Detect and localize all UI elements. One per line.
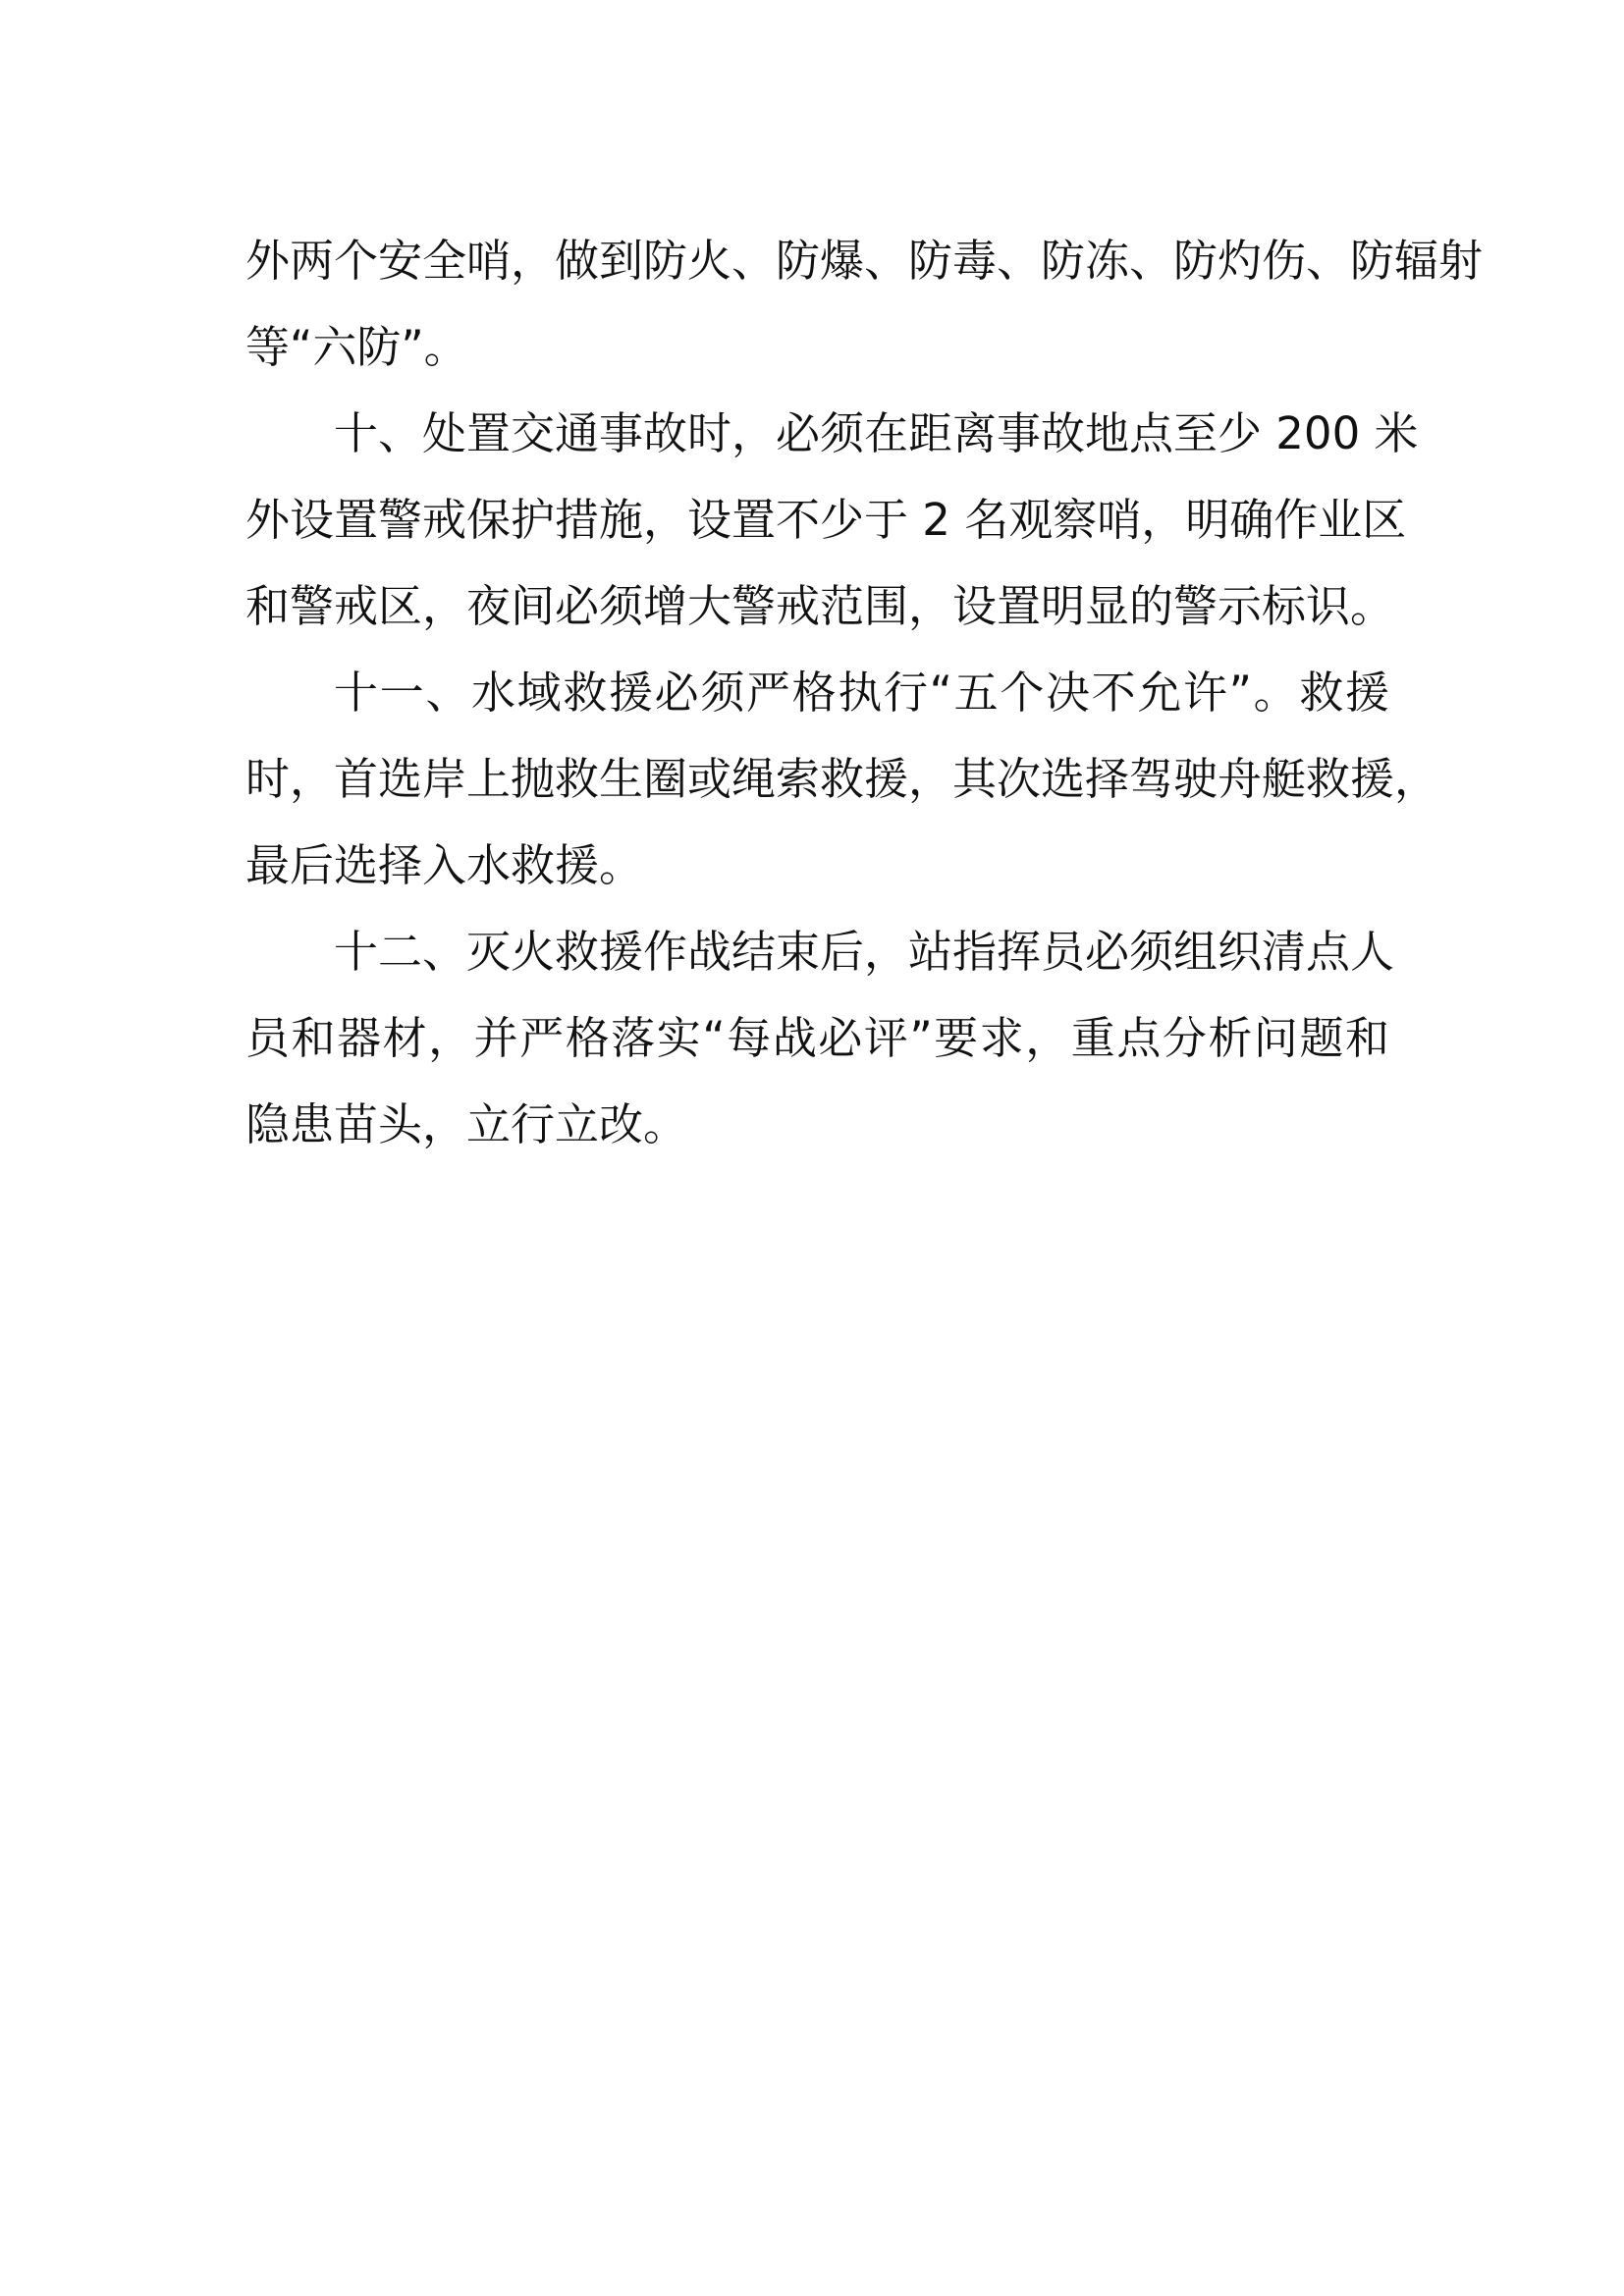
text-line: 时，首选岸上抛救生圈或绳索救援，其次选择驾驶舟艇救援， [245,753,1439,805]
paragraph-11-line: 十一、水域救援必须严格执行“五个决不允许”。救援 [334,667,1389,719]
paragraph-12-line: 十二、灭火救援作战结束后，站指挥员必须组织清点人 [334,926,1395,978]
text-line: 最后选择入水救援。 [245,839,644,891]
paragraph-10-line: 十、处置交通事故时，必须在距离事故地点至少 200 米 [334,407,1419,459]
text-line: 隐患苗头，立行立改。 [245,1098,688,1150]
text-line: 员和器材，并严格落实“每战必评”要求，重点分析问题和 [245,1012,1389,1064]
text-line: 等“六防”。 [245,321,468,373]
document-body [245,218,1484,1168]
text-line: 和警戒区，夜间必须增大警戒范围，设置明显的警示标识。 [245,580,1395,632]
text-line: 外设置警戒保护措施，设置不少于 2 名观察哨，明确作业区 [245,494,1407,546]
text-line: 外两个安全哨，做到防火、防爆、防毒、防冻、防灼伤、防辐射 [245,235,1484,287]
